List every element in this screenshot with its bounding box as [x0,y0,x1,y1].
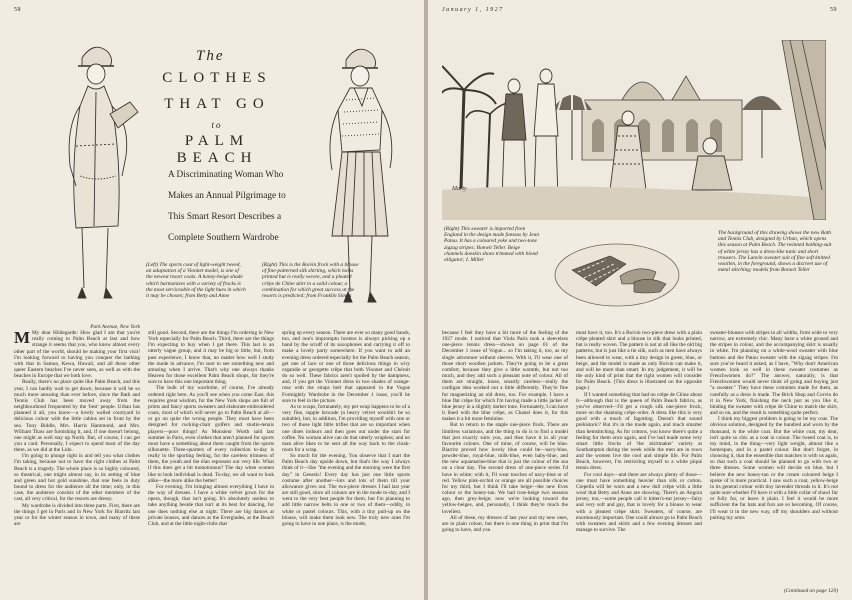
article-column-2 [148,330,274,596]
paragraph: must have it, too. It's a Boivin two-piece dress with a plain crêpe pleated skirt and a blouse in silk that looks printed, but is really woven. The pattern is not at all like the old big patterns, but is just like a tie silk, such as men have always been allowed to wear, with a tiny design in green, blue, or beige, and the model is made as only Boivin can make it, and will be more than smart. In my judgement, it will be the only kind of print that the right women will consider for Palm Beach. (This dress is illustrated on the opposite page.) [576,330,702,392]
title-the: The [196,48,225,64]
paragraph: So much for the evening. You observe that I start the Palm Beach day upside down, but that's the way I always think of it—like "the evening and the morning were the first day" in Genesis! Every day has just one little sports costume after another—lots and lots of them till your allowance gives out. The two-piece dresses I had last year are still good, since all colours are in the mode to-day, and I went to the very best people for them, but I'm planning to add little narrow belts to one or two of them—oddly, in white or pastel colours. This, with a tiny pull-up on the blouse, will make them look new. The truly new ones I'm going to have in one place, is the mode, [282,453,410,527]
paragraph: My wardrobe is divided into three parts. First, there are the things I get in Paris and in New York for Biarritz last year or for the winter season in town, and many of these are [14,502,140,527]
deck-line: Makes an Annual Pilgrimage to [168,191,286,201]
paragraph: Really, there's no place quite like Palm Beach, and this year, I can hardly wait to get down, because it will be so much more amusing than ever before, since the Bath and Tennis Club has been moved away from the neighbourhood frequented by the 'best' people. Urban has planned it all, you know—a lovely walled courtyard in delicious colour with the little cabins set in front by the sea. Tony Biddle, Mrs. Harris Hammond, and Mrs. William Thaw are furnishing it, and, if one doesn't belong, one might as well stay up North. But, of course, I can get you a card. Personally, I expect to spend most of the day there, as we did at the Lido. [14,379,140,454]
paragraph: sweater-blouses with stripes in all widths, from wide to very narrow, are extremely chic. Many have a white ground and the stripes in colour, and the accompanying skirt is usually in white. I'm planning on a white-wool sweater with blue buttons and the Patou sweater with the zigzag stripes. I'm sure you've heard it asked, as I have, "Why don't American women look so well in these sweater costumes as Frenchwomen do?" The answer, naturally, is that Frenchwomen would never think of going and buying just "a sweater." They have these costumes made for them, as carefully as a dress is made. The Brick Shop and Corvin do it in New York, finishing the neck just as you like it, binding the sweater with crêpe de Chine to match the skirt, and so on, and the result is something quite perfect. [710,330,838,417]
dateline: Park Avenue, New York [90,324,140,330]
caption-right: (Right) This is the Boivin frock with a blouse of fine-patterned silk shirting, which looks printed but is really woven, and a pleated crêpe de Chine skirt in a solid colour, a combination for which great success at the resorts is predicted; from Franklin Simon [262,262,359,300]
paragraph: spring up every season. There are ever so many good bands, too, and one's impromptu hostess is always picking up a band by the scruff of its saxophones and carrying it off to make a lovely party somewhere. If you want to add an evening dress ordered especially for the Palm Beach season, get one of lace or one of those delicious things in wiry organdie or georgette crêpe that both Vionnet and Chéruit do so well. These fabrics aren't spoiled by the dampness, and, if you get the Vionnet dress in two shades of orange-rose with the straps belt that appeared in the Vogue Fortnightly Wardrobe in the December 1 issue, you'll be sure to feel in the picture. [282,330,410,404]
article-column-6 [710,330,838,588]
caption-sweater: (Right) This sweater is imported from England in the design made famous by Jean Patou. It has a coloured yoke and two-tone zigzag stripes; Bonwit Teller. Beige channels doeskin shoes trimmed with blond alligator; I. Miller [444,226,540,264]
illustration-sweater-shoes [552,242,682,308]
paragraph: As to wraps, fortunately, my pet wrap happens to be of a very fine, supple brocade (a heavy velvet wouldn't be so suitable), but, in addition, I'm providing myself with one or two of those light little trifles that are so important when one dines indoors and then goes out under the stars for coffee. No woman alive can do that utterly wrapless; and no man alive likes to be sent all the way back to the cloak-room for a wrap. [282,403,410,453]
page-number-right: 59 [830,7,837,13]
continued-note: (Continued on page 120) [783,588,838,594]
article-column-4 [442,330,568,596]
paragraph: But to return to the staple one-piece frock. There are limitless variations, and the thing to do is to find a model that just exactly suits you, and then have it in all your favourite colours. One of mine, of course, will be blue. Biarritz proved how lovely blue could be—navy-blue, powder-blue, royal-blue, milk-blue, even baby-blue, and the new aquamarine-blue that is just the colour of the sea on a clear day. The second dress of one-piece series I'd have in white; with it, I'll wear touches of navy-blue or of red. Yellow pink-orchid or orange are all possible choices for my third, but I think I'll take beige—the new Eves colour or the honey-tan. We had rose-beige two seasons ago, then grey-beige; now we're looking toward the yellow-beiges, and, personally, I think they're much the loveliest. [442,422,568,515]
issue-date: January 1, 1927 [442,7,504,13]
paragraph: For cool days—and there are always plenty of those—one must have something heavier than silk or cotton. Crepella will be worn and a new dull crêpe with a little wool that Betty and Anne are showing. There's an Angora jersey, too,—some people call it kitten's-ear jersey—fairy and very soft and gay, that is lovely for a blouse to wear with a pleated crêpe skirt. Sweaters, of course, are enormously important. One could almost go to Palm Beach with sweaters and skirts and a few evening dresses and manage to survive. The [576,471,702,533]
left-page [0,0,424,600]
caption-left: (Left) The sports coat of light-weight tweed, an adaptation of a Vionnet model, is one of the newest resort coats. A honey-beige shade which harmonizes with a variety of frocks is the most serviceable of the light hues in which it may be chosen; from Betty and Anne [146,262,246,300]
caption-drawing: The background of this drawing shows the new Bath and Tennis Club, designed by Urban, which opens this season at Palm Beach. The twinned bathing-suit of white jersey has a dress-like tunic and short trousers. The Lanvin sweater suit of fine soft knitted woollen, in the foreground, shows a discreet use of metal stitching; models from Bonwit Teller [718,230,832,274]
title-line2: THAT GO [164,96,270,112]
deck-line: This Smart Resort Describes a [168,212,282,222]
deck-line: A Discriminating Woman Who [168,170,284,180]
drop-cap: M [14,328,31,348]
page-number-left: 58 [14,7,21,13]
article-column-1 [14,324,140,596]
paragraph: M My dear Hildegarde: How glad I am that you're really coming to Palm Beach at last and how strange it seems that you, who know almost every other part of the world, should be making your first visit! I'm looking forward to having you conquer the bathing with that in Samoa, Kewa, Hawaii, and all those other queer Eastern beaches I've never seen, as well as with the beaches in Europe that we both love. [14,328,140,380]
paragraph: still good. Second, there are the things I'm ordering in New York especially for Palm Beach. Third, there are the things I'm expecting to buy when I get there. This last is an utterly vague group, and it may be big or little, but, from past experience, I know that, no matter how well I study the mode in advance, I'm sure to see something new and amusing when I arrive. That's why one always thanks Heaven for those excellent Palm Beach shops, for they're sure to have this one important thing. [148,330,274,386]
paragraph: For evening, I'm bringing almost everything I have in the way of dresses. I have a white velvet gown for the opera, though, that isn't going. It's absolutely useless to take anything beside that isn't at its best for dancing, for one does nothing else at night. There are big dances at private houses, and dances at the Everglades, at the Beach Club, and at the little night-clubs that [148,483,274,527]
paragraph: I'm going to plunge right in and tell you what clothes I'm taking, because not to have the right clothes at Palm Beach is a tragedy. The whole place is so highly coloured, so theatrical, one might almost say, in its setting of blue and green and hot gold sunshine, that one feels in duty bound to dress for the audience all the time; only, in this case, the audience consists of the other members of the cast, all very critical, for the resorts are dressy. [14,453,140,503]
illustration-sports-coat [52,36,140,321]
paragraph: The bulk of my wardrobe, of course, I've already ordered right here. As you'll see when you come East, this requires great wisdom, for the New York shops are full of prints and fancy sports sweaters and elaborate embroidered coats, most of which will never go to Palm Beach at all—or go on quite the wrong people. They must have been designed for rocking-chair golfers and studio-tennis players—poor things! As Monsieur Worth said last summer in Paris, even clothes that aren't planned for sports must have a something about them caught from the sports silhouette. Three-quarters of every collection to-day is really in the sporting feeling, for the careless trimness of them, the youth and the élan represent our very life. What if this does get a bit monotonous? The day when women like to look individual is dead. To-day, we all want to look alike—the more alike the better! [148,385,274,484]
artist-signature: Marty [452,186,467,192]
paragraph: I think my biggest problem is going to be my coat. The obvious solution, designed by the hundred and worn by the thousand, is the white coat. But the white coat, my dear, isn't quite so chic as a coat in colour. The tweed coat is, to my mind, in the thing—very light weight, almost like a homespun, and in a pastel colour. But don't forget, in choosing it, that the ensemble that matches is with us again, so that such a coat should be planned to go with two or three dresses. Some women will decide on blue, but I believe the new honey-tan or the cream coloured beige I spoke of is more practical. I saw such a coat, yellow-beige in its general colour with tiny lavender threads in it. It's not quite sure whether I'll have it with a little collar of shawl fur or fully fur, or leave it plain. I feel it would be more sufficient the fur hats and furs are so becoming. Of course, I'll wear it in the new way, off my shoulders and without putting my arms [710,416,838,521]
illustration-bath-tennis-club [442,40,826,220]
paragraph: If I wanted something that had no crêpe de Chine about it—although that is the queen of Palm Beach fabrics, as you've observed—I'd get a rough silk one-piece frock, more on the shantung crêpe order. A dress like this is very good with a touch of fagotting. Doesn't that sound prehistoric? But it's in the mode again, and much smarter than hemstitching. As for cottons, you know there's quite a feeling for them once again, and I've had made some very smart little frocks of 'the skirtmaker' variety at Southampton during the week while the men are in town and the women live the cool and simple life. For Palm Beach, however, I'm restricting myself to a white piqué tennis dress. [576,391,702,472]
article-column-3 [282,330,410,596]
paragraph: All of these, my dresses of last year and my new ones, are in plain colour, but there is one thing in print that I'm going to have, and you [442,514,568,533]
title-to: to [211,120,223,130]
right-page [428,0,852,600]
title-line1: CLOTHES [162,70,272,86]
deck [168,165,348,249]
article-column-5 [576,330,702,596]
paragraph: because I feel they have a bit more of the feeling of the 1927 mode. I noticed that Viola Paris took a sleeveless one-piece tennis dress—shown on page 61 of the December 1 issue of Vogue... so I'm taking it, too, as my single adventure without sleeves. With it, I'll wear one of those short woollen jackets. They're going to be a great comfort, because they give a little warmth, but not too much, and they add such a pleasant note of colour. All of them are straight, loose, smartly careless—really the cardigan idea worked out a little differently. They're fine for magnetizing an old dress, too. For example, I have a blue flat crêpe for which I'm having made a little jacket of blue jersey in a slightly darker tone. Fortunately, I can have it lined with the blue crêpe, as Chanel does it, for this makes it a bit more feminine. [442,330,568,423]
title-line3: PALM BEACH [176,133,258,166]
deck-line: Complete Southern Wardrobe [168,233,279,243]
